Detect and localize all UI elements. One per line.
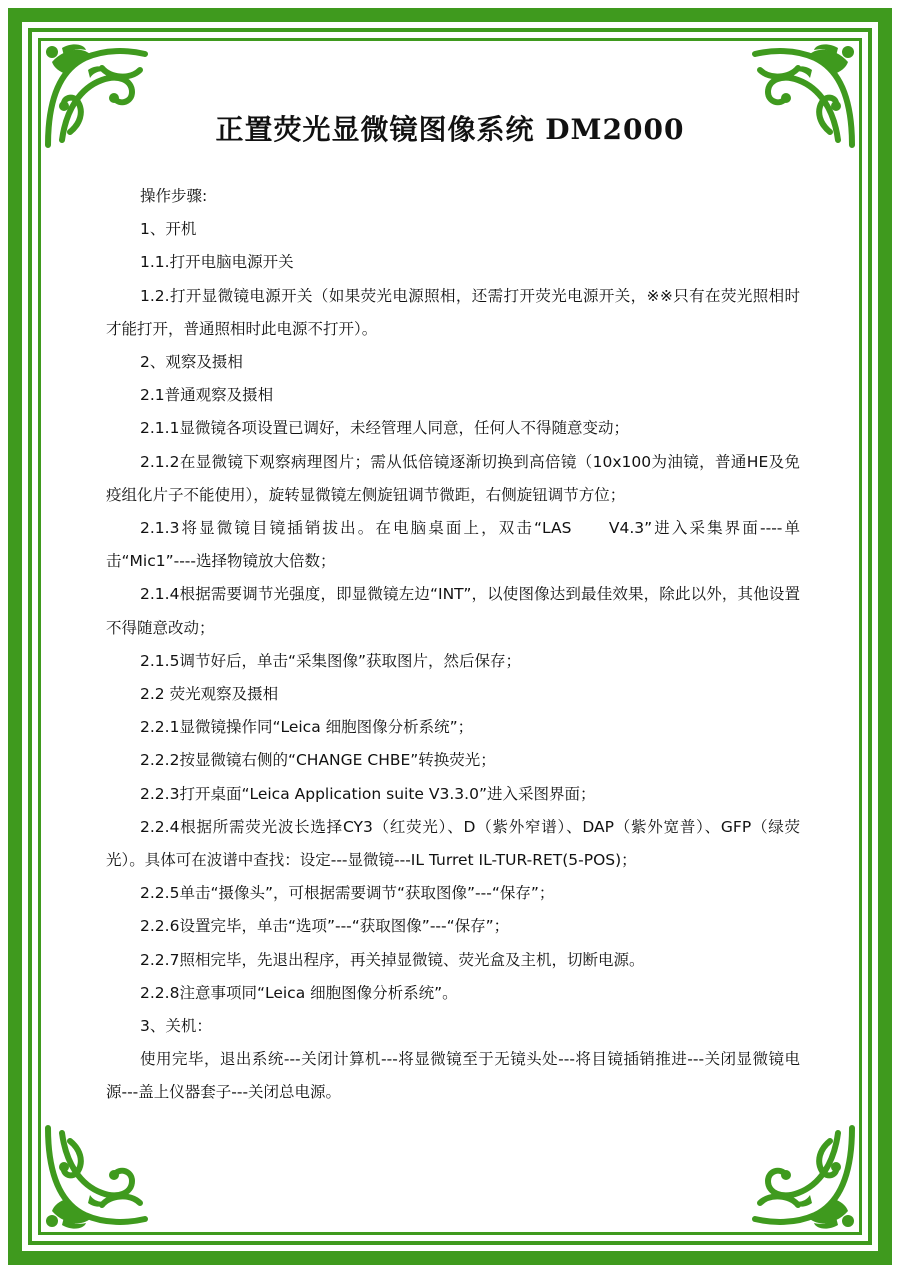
step-2-2-2: 2.2.2按显微镜右侧的“CHANGE CHBE”转换荧光；	[140, 751, 496, 770]
section-1-heading: 1、开机	[140, 220, 197, 239]
shutdown-instructions: 使用完毕，退出系统---关闭计算机---将显微镜至于无镜头处---将目镜插销推进---关闭显微镜电源---盖上仪器套子---关闭总电源。	[106, 1050, 800, 1102]
instructions-body	[106, 180, 800, 1110]
step-2-2-6: 2.2.6设置完毕，单击“选项”---“获取图像”---“保存”；	[140, 917, 510, 936]
step-1-1: 1.1.打开电脑电源开关	[140, 253, 294, 272]
subsection-2-1-heading: 2.1普通观察及摄相	[140, 386, 274, 405]
step-2-2-8: 2.2.8注意事项同“Leica 细胞图像分析系统”。	[140, 983, 458, 1002]
section-2-heading: 2、观察及摄相	[140, 353, 243, 372]
corner-ornament-icon	[745, 1118, 860, 1233]
subsection-2-2-heading: 2.2 荧光观察及摄相	[140, 685, 279, 704]
step-2-2-3: 2.2.3打开桌面“Leica Application suite V3.3.0”进入采图界面；	[140, 784, 596, 803]
document-title: 正置荧光显微镜图像系统 DM2000	[215, 113, 685, 146]
step-2-1-3: 2.1.3将显微镜目镜插销拔出。在电脑桌面上，双击“LAS V4.3”进入采集界面----单击“Mic1”----选择物镜放大倍数；	[106, 519, 800, 571]
step-2-2-7: 2.2.7照相完毕，先退出程序，再关掉显微镜、荧光盒及主机，切断电源。	[140, 950, 645, 969]
step-2-2-4: 2.2.4根据所需荧光波长选择CY3（红荧光）、D（紫外窄谱）、DAP（紫外宽普）、GFP（绿荧光）。具体可在波谱中查找：设定---显微镜---IL Turret IL-TUR-RET(5-POS)；	[106, 817, 800, 870]
corner-ornament-icon	[40, 1118, 155, 1233]
step-2-1-2: 2.1.2在显微镜下观察病理图片；需从低倍镜逐渐切换到高倍镜（10x100为油镜，普通HE及免疫组化片子不能使用），旋转显微镜左侧旋钮调节微距，右侧旋钮调节方位；	[106, 452, 800, 504]
step-1-2: 1.2.打开显微镜电源开关（如果荧光电源照相，还需打开荧光电源开关，※※只有在荧光照相时才能打开，普通照相时此电源不打开）。	[106, 286, 800, 338]
section-3-heading: 3、关机：	[140, 1017, 212, 1036]
steps-heading: 操作步骤:	[140, 187, 208, 205]
step-2-1-5: 2.1.5调节好后，单击“采集图像”获取图片，然后保存；	[140, 651, 522, 670]
step-2-1-1: 2.1.1显微镜各项设置已调好，未经管理人同意，任何人不得随意变动；	[140, 419, 629, 438]
step-2-2-5: 2.2.5单击“摄像头”，可根据需要调节“获取图像”---“保存”；	[140, 884, 555, 903]
step-2-1-4: 2.1.4根据需要调节光强度，即显微镜左边“INT”，以使图像达到最佳效果，除此以外，其他设置不得随意改动；	[106, 585, 800, 637]
step-2-2-1: 2.2.1显微镜操作同“Leica 细胞图像分析系统”；	[140, 718, 474, 737]
